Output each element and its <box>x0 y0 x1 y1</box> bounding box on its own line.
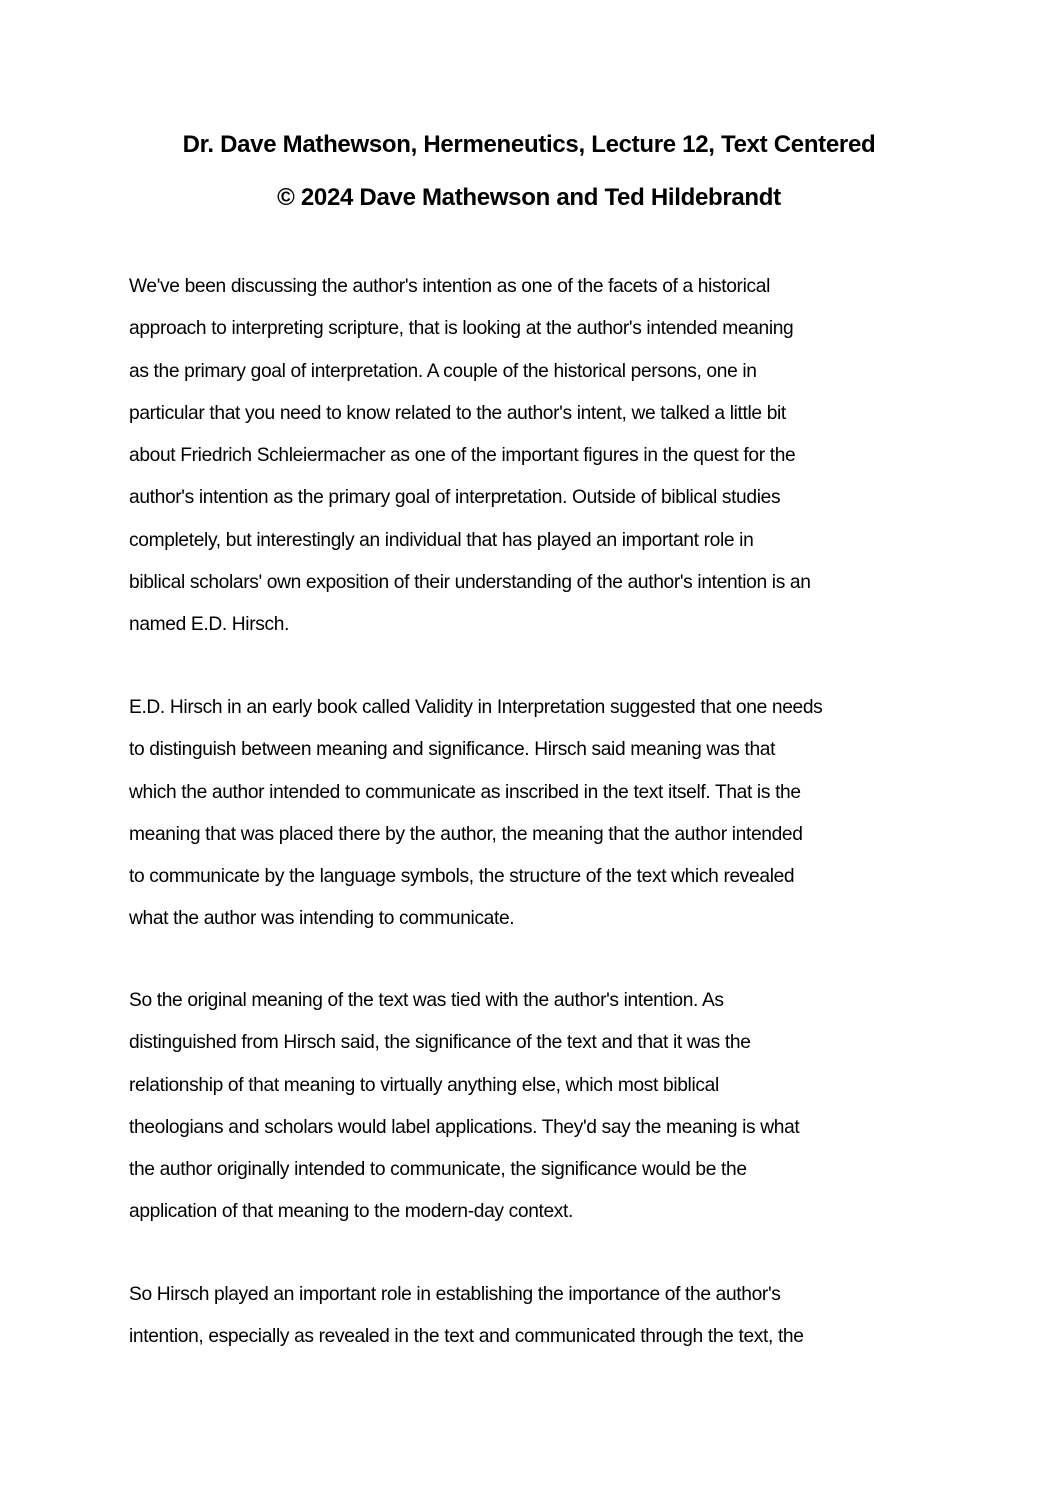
text-line: distinguished from Hirsch said, the significance of the text and that it was the <box>129 1032 751 1054</box>
document-title: Dr. Dave Mathewson, Hermeneutics, Lecture 12, Text Centered <box>182 131 876 158</box>
text-line: as the primary goal of interpretation. A couple of the historical persons, one in <box>129 360 757 382</box>
text-line: relationship of that meaning to virtually anything else, which most biblical <box>129 1074 719 1096</box>
text-line: which the author intended to communicate as inscribed in the text itself. That is the <box>129 781 801 803</box>
text-line: to communicate by the language symbols, the structure of the text which revealed <box>129 866 795 888</box>
paragraph-1 <box>129 276 811 657</box>
text-line: intention, especially as revealed in the text and communicated through the text, the <box>129 1326 804 1348</box>
text-line: what the author was intending to communicate. <box>129 908 515 930</box>
text-line: application of that meaning to the modern-day context. <box>129 1201 574 1223</box>
text-line: named E.D. Hirsch. <box>129 614 290 636</box>
text-line: author's intention as the primary goal of interpretation. Outside of biblical studies <box>129 487 781 509</box>
text-line: We've been discussing the author's intention as one of the facets of a historical <box>129 276 770 297</box>
text-line: about Friedrich Schleiermacher as one of the important figures in the quest for the <box>129 445 796 467</box>
text-line: the author originally intended to communicate, the significance would be the <box>129 1159 747 1181</box>
text-line: biblical scholars' own exposition of their understanding of the author's intention is an <box>129 572 811 594</box>
text-line: meaning that was placed there by the author, the meaning that the author intended <box>129 823 803 845</box>
text-line: to distinguish between meaning and significance. Hirsch said meaning was that <box>129 739 776 761</box>
paragraph-3 <box>129 990 799 1244</box>
text-line: particular that you need to know related to the author's intent, we talked a little bit <box>129 402 786 424</box>
paragraph-4 <box>129 1284 804 1369</box>
text-line: E.D. Hirsch in an early book called Validity in Interpretation suggested that one needs <box>129 697 823 718</box>
text-line: So the original meaning of the text was tied with the author's intention. As <box>129 990 724 1011</box>
text-line: So Hirsch played an important role in establishing the importance of the author's <box>129 1284 781 1305</box>
text-line: theologians and scholars would label applications. They'd say the meaning is what <box>129 1116 800 1138</box>
text-line: approach to interpreting scripture, that is looking at the author's intended meaning <box>129 318 794 340</box>
paragraph-2 <box>129 697 822 951</box>
document-copyright: © 2024 Dave Mathewson and Ted Hildebrandt <box>277 184 781 211</box>
text-line: completely, but interestingly an individual that has played an important role in <box>129 529 754 551</box>
